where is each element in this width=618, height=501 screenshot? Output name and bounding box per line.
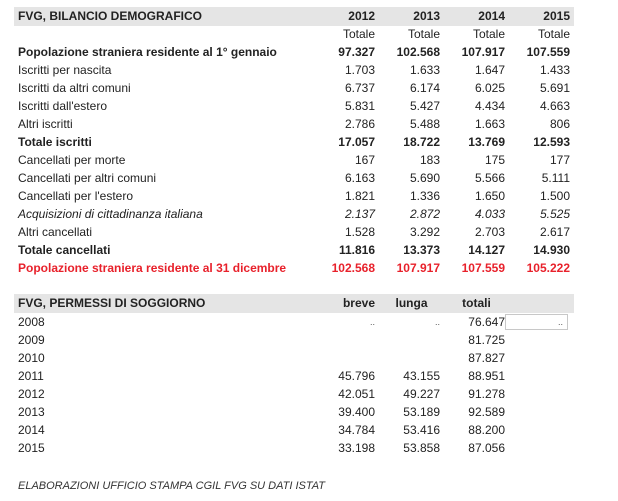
- lunga-cell: 49.227: [403, 387, 440, 401]
- totali-cell: 91.278: [468, 387, 505, 401]
- row-label: Iscritti da altri comuni: [18, 81, 131, 95]
- lunga-cell: 43.155: [403, 369, 440, 383]
- lunga-cell: 53.189: [403, 405, 440, 419]
- subheader-cell: Totale: [407, 27, 440, 41]
- permessi-table: [14, 294, 574, 457]
- row-label: Totale cancellati: [18, 243, 111, 257]
- value-cell: 1.633: [409, 63, 440, 77]
- totali-cell: 88.951: [468, 369, 505, 383]
- row-label: Popolazione straniera residente al 1° gennaio: [18, 45, 277, 59]
- subheader-cell: Totale: [342, 27, 375, 41]
- value-cell: 5.831: [344, 99, 375, 113]
- selected-cell-box[interactable]: ..: [505, 314, 568, 330]
- value-cell: 5.488: [409, 117, 440, 131]
- year-header: 2012: [348, 9, 375, 23]
- table-row: [14, 259, 574, 277]
- year-cell: 2011: [18, 369, 44, 383]
- table-row: [14, 43, 574, 61]
- table-row: [14, 439, 574, 457]
- column-header-breve: breve: [342, 296, 375, 310]
- value-cell: 177: [549, 153, 570, 167]
- value-cell: 5.566: [474, 171, 505, 185]
- value-cell: 3.292: [409, 225, 440, 239]
- row-label: Iscritti dall'estero: [18, 99, 107, 113]
- value-cell: 6.163: [344, 171, 375, 185]
- year-header: 2015: [543, 9, 570, 23]
- column-header-totali: totali: [462, 296, 491, 310]
- value-cell: 6.025: [474, 81, 505, 95]
- value-cell: 5.427: [409, 99, 440, 113]
- breve-cell: 34.784: [338, 423, 375, 437]
- value-cell: 1.703: [344, 63, 375, 77]
- year-cell: 2013: [18, 405, 45, 419]
- subheader-cell: Totale: [472, 27, 505, 41]
- permessi-title: FVG, PERMESSI DI SOGGIORNO: [18, 296, 206, 310]
- value-cell: 5.691: [539, 81, 570, 95]
- year-cell: 2009: [18, 333, 45, 347]
- year-cell: 2008: [18, 315, 45, 329]
- value-cell: 18.722: [403, 135, 440, 149]
- year-cell: 2015: [18, 441, 45, 455]
- breve-cell: 33.198: [338, 441, 375, 455]
- totali-cell: 92.589: [468, 405, 505, 419]
- value-cell: 806: [549, 117, 570, 131]
- value-cell: 2.786: [344, 117, 375, 131]
- value-cell: 107.917: [461, 45, 505, 59]
- value-cell: 14.930: [533, 243, 570, 257]
- row-label: Acquisizioni di cittadinanza italiana: [18, 207, 203, 221]
- value-cell: 105.222: [526, 261, 570, 275]
- row-label: Totale iscritti: [18, 135, 92, 149]
- row-label: Cancellati per morte: [18, 153, 126, 167]
- table-row: [14, 97, 574, 115]
- totali-cell: 81.725: [468, 333, 505, 347]
- source-footer: ELABORAZIONI UFFICIO STAMPA CGIL FVG SU DATI ISTAT: [18, 480, 326, 492]
- value-cell: 97.327: [338, 45, 375, 59]
- row-label: Cancellati per l'estero: [18, 189, 134, 203]
- value-cell: 1.647: [474, 63, 505, 77]
- year-cell: 2012: [18, 387, 45, 401]
- row-label: Altri cancellati: [18, 225, 93, 239]
- value-cell: 5.525: [539, 207, 570, 221]
- totali-cell: 76.647: [468, 315, 505, 329]
- value-cell: 107.917: [396, 261, 440, 275]
- value-cell: 4.663: [539, 99, 570, 113]
- lunga-cell: 53.416: [403, 423, 440, 437]
- value-cell: 1.433: [539, 63, 570, 77]
- year-header: 2013: [413, 9, 440, 23]
- breve-cell: 45.796: [338, 369, 375, 383]
- value-cell: 5.111: [541, 171, 570, 185]
- lunga-cell: ..: [434, 317, 440, 327]
- permessi-header-row: [14, 294, 574, 313]
- bilancio-title: FVG, BILANCIO DEMOGRAFICO: [18, 9, 202, 23]
- value-cell: 12.593: [533, 135, 570, 149]
- breve-cell: [314, 331, 379, 349]
- table-row: [14, 331, 574, 349]
- value-cell: 13.373: [403, 243, 440, 257]
- row-label: Popolazione straniera residente al 31 dicembre: [18, 261, 287, 275]
- table-row: [14, 79, 574, 97]
- column-header-lunga: lunga: [395, 296, 428, 310]
- subheader-cell: Totale: [537, 27, 570, 41]
- bilancio-header-row: [14, 7, 574, 26]
- value-cell: 2.617: [539, 225, 570, 239]
- value-cell: 11.816: [338, 243, 375, 257]
- value-cell: 183: [419, 153, 440, 167]
- table-row: [14, 313, 574, 331]
- table-row: [14, 151, 574, 169]
- bilancio-subheader-row: [14, 26, 574, 43]
- row-label: Cancellati per altri comuni: [18, 171, 157, 185]
- table-row: [14, 169, 574, 187]
- value-cell: 1.650: [474, 189, 505, 203]
- value-cell: 102.568: [331, 261, 375, 275]
- value-cell: 107.559: [526, 45, 570, 59]
- table-row: [14, 385, 574, 403]
- table-row: [14, 223, 574, 241]
- totali-cell: 87.056: [468, 441, 505, 455]
- value-cell: 5.690: [409, 171, 440, 185]
- lunga-cell: 53.858: [403, 441, 440, 455]
- value-cell: 1.528: [344, 225, 375, 239]
- year-cell: 2010: [18, 351, 45, 365]
- value-cell: 2.137: [344, 207, 375, 221]
- lunga-cell: [379, 331, 444, 349]
- value-cell: 6.737: [344, 81, 375, 95]
- breve-cell: [314, 349, 379, 367]
- totali-cell: 88.200: [468, 423, 505, 437]
- value-cell: 6.174: [409, 81, 440, 95]
- breve-cell: 42.051: [338, 387, 375, 401]
- table-row: [14, 187, 574, 205]
- table-row: [14, 403, 574, 421]
- table-row: [14, 61, 574, 79]
- totali-cell: 87.827: [468, 351, 505, 365]
- row-label: Iscritti per nascita: [18, 63, 112, 77]
- value-cell: 4.434: [474, 99, 505, 113]
- breve-cell: 39.400: [338, 405, 375, 419]
- year-header: 2014: [478, 9, 505, 23]
- breve-cell: ..: [369, 317, 375, 327]
- table-row: [14, 133, 574, 151]
- table-row: [14, 115, 574, 133]
- table-row: [14, 349, 574, 367]
- value-cell: 107.559: [461, 261, 505, 275]
- value-cell: 4.033: [474, 207, 505, 221]
- value-cell: 17.057: [338, 135, 375, 149]
- table-row: [14, 367, 574, 385]
- lunga-cell: [379, 349, 444, 367]
- table-row: [14, 241, 574, 259]
- value-cell: 1.663: [474, 117, 505, 131]
- value-cell: 14.127: [468, 243, 505, 257]
- value-cell: 175: [484, 153, 505, 167]
- value-cell: 1.500: [539, 189, 570, 203]
- bilancio-table: [14, 7, 574, 277]
- value-cell: 2.872: [409, 207, 440, 221]
- value-cell: 102.568: [396, 45, 440, 59]
- value-cell: 167: [354, 153, 375, 167]
- value-cell: 13.769: [468, 135, 505, 149]
- value-cell: 1.336: [409, 189, 440, 203]
- table-row: [14, 205, 574, 223]
- year-cell: 2014: [18, 423, 45, 437]
- value-cell: 1.821: [344, 189, 375, 203]
- value-cell: 2.703: [474, 225, 505, 239]
- row-label: Altri iscritti: [18, 117, 73, 131]
- table-row: [14, 421, 574, 439]
